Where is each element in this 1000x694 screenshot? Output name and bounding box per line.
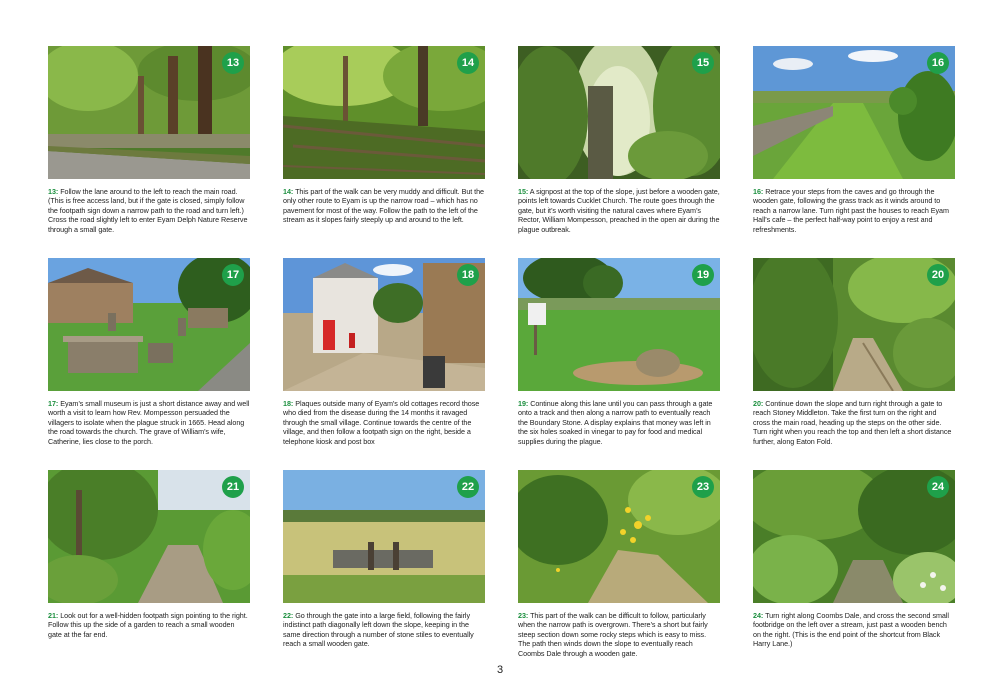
step-number-badge: 24 — [927, 476, 949, 498]
step-card-15 — [518, 46, 720, 242]
step-card-16 — [753, 46, 955, 242]
step-card-20 — [753, 258, 955, 454]
step-photo-16 — [753, 46, 955, 179]
overgrown-path-image — [518, 470, 720, 603]
page-number: 3 — [496, 664, 504, 676]
step-photo-21 — [48, 470, 250, 603]
step-caption — [283, 611, 485, 649]
churchyard-image — [48, 258, 250, 391]
step-photo-17 — [48, 258, 250, 391]
step-label: 19: — [518, 399, 529, 408]
step-card-24 — [753, 470, 955, 666]
step-photo-13 — [48, 46, 250, 179]
step-text: Go through the gate into a large field, following the fairly indistinct path diagonally left down the slope, keeping in the same direction through a number of stone stiles to eventually reach a small wooden gate. — [283, 611, 474, 649]
step-text: Eyam’s small museum is just a short distance away and well worth a visit to learn how Rev. Mompesson persuaded the villagers to isolate when the plague struck in 1665. Head along the road towards the church. The grave of William’s wife, Catherine, lies close to the porch. — [48, 399, 250, 446]
step-card-18 — [283, 258, 485, 454]
step-text: A signpost at the top of the slope, just before a wooden gate, points left towards Cucklet Church. The route goes through the gate, but it’s worth visiting the natural caves where Eyam’s Rector, William Mompesson, preached in the open air during the plague outbreak. — [518, 187, 720, 234]
step-photo-22 — [283, 470, 485, 603]
step-number-badge: 17 — [222, 264, 244, 286]
step-number-badge: 22 — [457, 476, 479, 498]
step-card-23 — [518, 470, 720, 666]
step-caption — [753, 611, 955, 649]
step-label: 13: — [48, 187, 59, 196]
step-number-badge: 13 — [222, 52, 244, 74]
woodland-lane-image — [48, 46, 250, 179]
step-number-badge: 18 — [457, 264, 479, 286]
step-caption — [518, 399, 720, 446]
step-number-badge: 16 — [927, 52, 949, 74]
step-card-21 — [48, 470, 250, 666]
garden-footpath-image — [48, 470, 250, 603]
step-number-badge: 15 — [692, 52, 714, 74]
step-caption — [48, 399, 250, 446]
step-caption — [283, 187, 485, 225]
step-label: 15: — [518, 187, 529, 196]
step-photo-23 — [518, 470, 720, 603]
step-label: 17: — [48, 399, 59, 408]
steps-grid — [48, 46, 953, 666]
step-number-badge: 23 — [692, 476, 714, 498]
step-caption — [283, 399, 485, 446]
step-label: 24: — [753, 611, 764, 620]
village-street-image — [283, 258, 485, 391]
ivy-wall-path-image — [753, 258, 955, 391]
step-label: 23: — [518, 611, 529, 620]
step-label: 22: — [283, 611, 294, 620]
step-text: Look out for a well-hidden footpath sign pointing to the right. Follow this up the side of a garden to reach a small wooden gate at the far end. — [48, 611, 248, 639]
grass-track-image — [753, 46, 955, 179]
step-card-14 — [283, 46, 485, 242]
step-photo-24 — [753, 470, 955, 603]
step-caption — [48, 611, 250, 639]
boundary-stone-image — [518, 258, 720, 391]
step-text: Turn right along Coombs Dale, and cross the second small footbridge on the left over a stream, just past a wooden bench on the right. (This is the end point of the shortcut from Black Harry Lane.) — [753, 611, 949, 649]
muddy-stream-path-image — [283, 46, 485, 179]
step-label: 21: — [48, 611, 59, 620]
step-caption — [518, 611, 720, 658]
step-number-badge: 21 — [222, 476, 244, 498]
step-card-19 — [518, 258, 720, 454]
step-text: This part of the walk can be very muddy and difficult. But the only other route to Eyam is up the narrow road – which has no pavement for most of the way. Follow the path to the left of the stream as it slopes fairly steeply up and around to the left. — [283, 187, 485, 225]
cave-entrance-image — [518, 46, 720, 179]
step-text: Retrace your steps from the caves and go through the wooden gate, following the grass track as it winds around to reach a narrow lane. Turn right past the houses to reach Eyam Hall’s cafe – the perfect half-way point to enjoy a rest and refreshments. — [753, 187, 949, 234]
step-number-badge: 14 — [457, 52, 479, 74]
step-caption — [48, 187, 250, 234]
step-caption — [753, 399, 955, 446]
step-card-17 — [48, 258, 250, 454]
step-photo-20 — [753, 258, 955, 391]
step-photo-18 — [283, 258, 485, 391]
step-number-badge: 19 — [692, 264, 714, 286]
step-card-13 — [48, 46, 250, 242]
step-label: 16: — [753, 187, 764, 196]
step-text: Continue down the slope and turn right through a gate to reach Stoney Middleton. Take the first turn on the right and cross the main road, heading up the steps on the other side. Turn right when you reach the top and then left a short distance further, along Eaton Fold. — [753, 399, 952, 446]
step-text: This part of the walk can be difficult to follow, particularly when the narrow path is overgrown. There’s a short but fairly steep section down some rocky steps which is easy to miss. The path then winds down the slope to eventually reach Coombs Dale through a wooden gate. — [518, 611, 708, 658]
step-text: Follow the lane around to the left to reach the main road. (This is free access land, but if the gate is closed, simply follow the footpath sign down a narrow path to the road and turn left.) Cross the road slightly left to enter Eyam Delph Nature Reserve through a small gate. — [48, 187, 248, 234]
step-text: Continue along this lane until you can pass through a gate onto a track and then along a narrow path to eventually reach the Boundary Stone. A display explains that money was left in the six holes soaked in vinegar to pay for food and medical supplies during the plague. — [518, 399, 713, 446]
step-photo-19 — [518, 258, 720, 391]
step-card-22 — [283, 470, 485, 666]
field-stile-image — [283, 470, 485, 603]
step-photo-15 — [518, 46, 720, 179]
step-photo-14 — [283, 46, 485, 179]
step-text: Plaques outside many of Eyam’s old cottages record those who died from the disease during the 14 months it ravaged through the small village. Continue towards the centre of the village, and then follow a footpath sign on the right, beside a telephone kiosk and post box — [283, 399, 480, 446]
step-label: 20: — [753, 399, 764, 408]
step-caption — [753, 187, 955, 234]
step-caption — [518, 187, 720, 234]
step-label: 14: — [283, 187, 294, 196]
step-label: 18: — [283, 399, 294, 408]
footbridge-stream-image — [753, 470, 955, 603]
step-number-badge: 20 — [927, 264, 949, 286]
